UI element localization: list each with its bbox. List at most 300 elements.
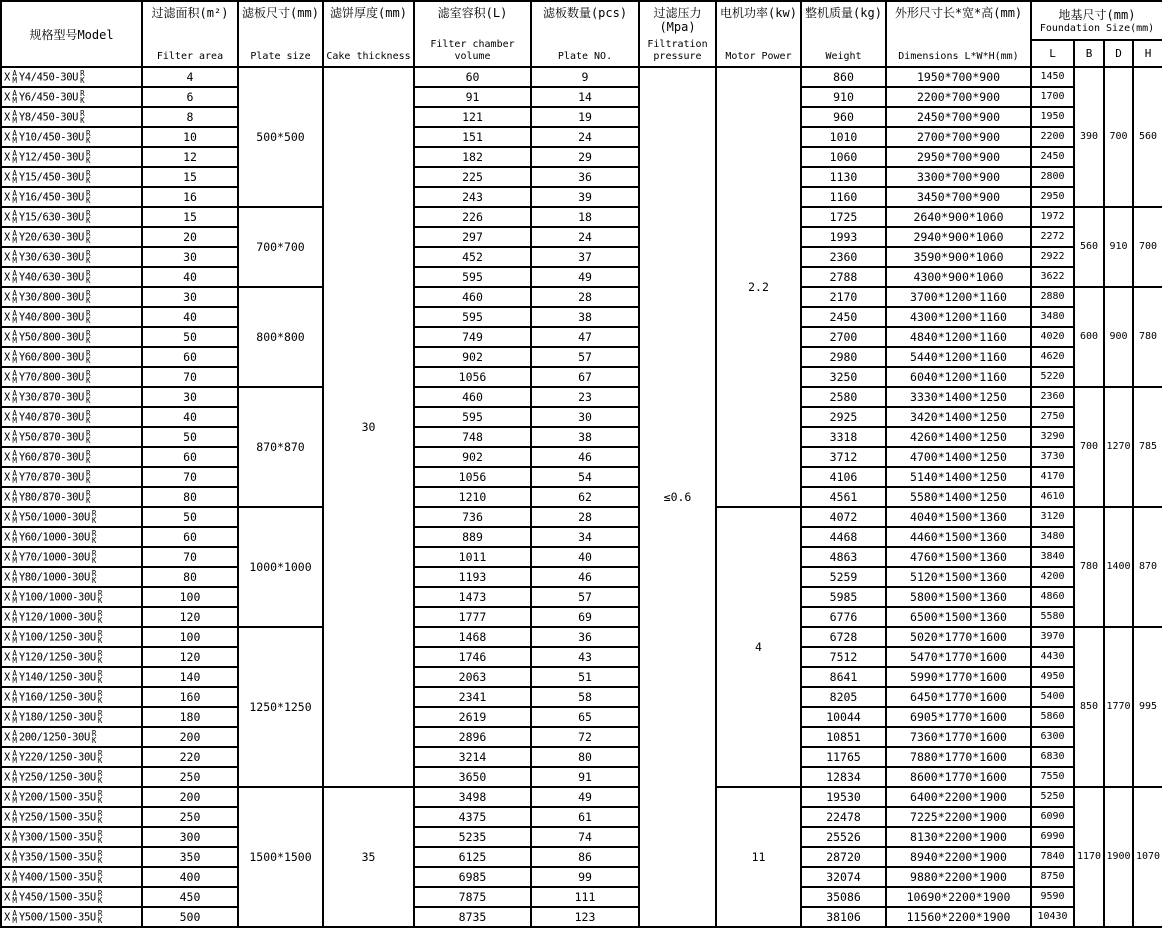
cell-foundation-h: 560 [1133, 67, 1162, 207]
cell-foundation-b: 700 [1074, 387, 1104, 507]
cell-filter-area: 300 [142, 827, 238, 847]
cell-chamber-volume: 8735 [414, 907, 531, 927]
cell-chamber-volume: 1210 [414, 487, 531, 507]
header-en-pressure: Filtration pressure [647, 39, 708, 62]
cell-foundation-b: 390 [1074, 67, 1104, 207]
cell-foundation-l: 7840 [1031, 847, 1074, 867]
cell-foundation-l: 6090 [1031, 807, 1074, 827]
model-prefix-letter: X [4, 731, 11, 744]
cell-chamber-volume: 1473 [414, 587, 531, 607]
table-row [1, 747, 1162, 767]
table-row [1, 287, 1162, 307]
model-suffix-stack: R K [97, 649, 103, 665]
model-prefix-stack: A M [12, 809, 17, 825]
cell-filter-area: 15 [142, 207, 238, 227]
cell-filter-area: 120 [142, 607, 238, 627]
model-prefix-stack: A M [12, 609, 17, 625]
cell-chamber-volume: 748 [414, 427, 531, 447]
cell-weight: 8641 [801, 667, 886, 687]
model-prefix-letter: X [4, 71, 11, 84]
model-prefix-letter: X [4, 191, 11, 204]
model-prefix-stack: A M [12, 229, 17, 245]
cell-weight: 7512 [801, 647, 886, 667]
cell-plate-count: 43 [531, 647, 639, 667]
cell-filter-area: 80 [142, 487, 238, 507]
col-header-cake-thickness [323, 1, 414, 67]
cell-filter-area: 50 [142, 427, 238, 447]
table-row [1, 167, 1162, 187]
model-prefix-stack: A M [12, 129, 17, 145]
col-header-foundation [1031, 1, 1162, 40]
cell-model [1, 527, 142, 547]
model-code: Y250/1500-35U [18, 811, 96, 824]
cell-chamber-volume: 1056 [414, 467, 531, 487]
model-prefix-stack: A M [12, 249, 17, 265]
cell-dimensions: 10690*2200*1900 [886, 887, 1031, 907]
model-prefix-stack: A M [12, 309, 17, 325]
cell-dimensions: 3700*1200*1160 [886, 287, 1031, 307]
cell-filter-area: 20 [142, 227, 238, 247]
model-prefix-letter: X [4, 111, 11, 124]
col-header-plate-size [238, 1, 323, 67]
model-prefix-letter: X [4, 591, 11, 604]
table-row [1, 867, 1162, 887]
model-prefix-stack: A M [12, 389, 17, 405]
model-code: Y250/1250-30U [18, 771, 96, 784]
cell-foundation-l: 2200 [1031, 127, 1074, 147]
cell-foundation-l: 4860 [1031, 587, 1074, 607]
cell-filter-area: 12 [142, 147, 238, 167]
cell-foundation-l: 8750 [1031, 867, 1074, 887]
model-suffix-stack: R K [97, 809, 103, 825]
cell-plate-count: 28 [531, 287, 639, 307]
table-row [1, 87, 1162, 107]
header-zh-plate-count: 滤板数量(pcs) [542, 6, 628, 20]
model-prefix-stack: A M [12, 769, 17, 785]
cell-chamber-volume: 91 [414, 87, 531, 107]
cell-foundation-l: 3480 [1031, 527, 1074, 547]
model-suffix-stack: R K [91, 529, 97, 545]
cell-foundation-l: 4430 [1031, 647, 1074, 667]
cell-foundation-l: 4610 [1031, 487, 1074, 507]
model-prefix-letter: X [4, 391, 11, 404]
cell-foundation-l: 3120 [1031, 507, 1074, 527]
header-zh-cake-thickness: 滤饼厚度(mm) [330, 6, 407, 20]
cell-dimensions: 2640*900*1060 [886, 207, 1031, 227]
model-suffix-stack: R K [97, 609, 103, 625]
model-prefix-letter: X [4, 711, 11, 724]
model-prefix-letter: X [4, 771, 11, 784]
cell-dimensions: 8940*2200*1900 [886, 847, 1031, 867]
model-code: Y180/1250-30U [18, 711, 96, 724]
cell-dimensions: 8600*1770*1600 [886, 767, 1031, 787]
model-code: Y70/1000-30U [18, 551, 90, 564]
cell-plate-size: 870*870 [238, 387, 323, 507]
model-prefix-stack: A M [12, 849, 17, 865]
cell-foundation-d: 1900 [1104, 787, 1133, 927]
cell-chamber-volume: 902 [414, 447, 531, 467]
cell-filter-area: 80 [142, 567, 238, 587]
cell-plate-size: 1250*1250 [238, 627, 323, 787]
cell-dimensions: 8130*2200*1900 [886, 827, 1031, 847]
model-prefix-stack: A M [12, 149, 17, 165]
cell-plate-count: 36 [531, 167, 639, 187]
table-row [1, 327, 1162, 347]
cell-plate-count: 39 [531, 187, 639, 207]
model-code: Y50/870-30U [18, 431, 84, 444]
header-zh-dimensions: 外形尺寸长*宽*高(mm) [894, 6, 1023, 20]
model-suffix-stack: R K [85, 309, 91, 325]
cell-plate-count: 24 [531, 127, 639, 147]
cell-chamber-volume: 1193 [414, 567, 531, 587]
model-suffix-stack: R K [97, 829, 103, 845]
cell-plate-count: 37 [531, 247, 639, 267]
cell-foundation-l: 5400 [1031, 687, 1074, 707]
cell-dimensions: 2200*700*900 [886, 87, 1031, 107]
cell-model [1, 67, 142, 87]
cell-foundation-l: 5250 [1031, 787, 1074, 807]
header-en-weight: Weight [825, 51, 862, 62]
header-zh-area: 过滤面积(m²) [151, 6, 229, 20]
model-prefix-stack: A M [12, 669, 17, 685]
header-en-motor-power: Motor Power [725, 51, 792, 62]
cell-chamber-volume: 151 [414, 127, 531, 147]
model-suffix-stack: R K [97, 709, 103, 725]
cell-filter-area: 250 [142, 807, 238, 827]
cell-plate-count: 51 [531, 667, 639, 687]
cell-weight: 5985 [801, 587, 886, 607]
cell-model [1, 127, 142, 147]
cell-filter-area: 120 [142, 647, 238, 667]
model-suffix-stack: R K [91, 569, 97, 585]
cell-filter-area: 140 [142, 667, 238, 687]
model-code: Y350/1500-35U [18, 851, 96, 864]
header-zh-motor-power: 电机功率(kw) [720, 6, 797, 20]
model-code: Y15/630-30U [18, 211, 84, 224]
cell-weight: 4863 [801, 547, 886, 567]
cell-chamber-volume: 1468 [414, 627, 531, 647]
model-suffix-stack: R K [85, 449, 91, 465]
model-code: Y16/450-30U [18, 191, 84, 204]
model-prefix-stack: A M [12, 909, 17, 925]
model-code: Y200/1500-35U [18, 791, 96, 804]
cell-weight: 8205 [801, 687, 886, 707]
cell-weight: 3712 [801, 447, 886, 467]
model-prefix-stack: A M [12, 89, 17, 105]
cell-filter-area: 100 [142, 627, 238, 647]
col-header-chamber-volume [414, 1, 531, 67]
cell-filter-area: 70 [142, 467, 238, 487]
table-row [1, 607, 1162, 627]
cell-plate-count: 65 [531, 707, 639, 727]
cell-dimensions: 5020*1770*1600 [886, 627, 1031, 647]
cell-plate-count: 14 [531, 87, 639, 107]
cell-plate-count: 38 [531, 307, 639, 327]
cell-foundation-d: 1770 [1104, 627, 1133, 787]
cell-plate-count: 54 [531, 467, 639, 487]
model-prefix-stack: A M [12, 549, 17, 565]
cell-chamber-volume: 902 [414, 347, 531, 367]
cell-chamber-volume: 5235 [414, 827, 531, 847]
header-zh-plate-size: 滤板尺寸(mm) [242, 6, 319, 20]
model-code: Y220/1250-30U [18, 751, 96, 764]
cell-plate-count: 58 [531, 687, 639, 707]
table-row [1, 887, 1162, 907]
model-prefix-letter: X [4, 131, 11, 144]
model-prefix-letter: X [4, 511, 11, 524]
cell-foundation-h: 995 [1133, 627, 1162, 787]
header-en-chamber-volume: Filter chamber volume [430, 39, 515, 62]
cell-weight: 35086 [801, 887, 886, 907]
cell-dimensions: 3590*900*1060 [886, 247, 1031, 267]
cell-plate-count: 23 [531, 387, 639, 407]
model-code: Y500/1500-35U [18, 911, 96, 924]
table-row [1, 647, 1162, 667]
cell-chamber-volume: 749 [414, 327, 531, 347]
cell-model [1, 847, 142, 867]
cell-model [1, 807, 142, 827]
cell-chamber-volume: 460 [414, 387, 531, 407]
cell-chamber-volume: 297 [414, 227, 531, 247]
model-code: Y140/1250-30U [18, 671, 96, 684]
cell-foundation-b: 560 [1074, 207, 1104, 287]
table-row [1, 207, 1162, 227]
model-prefix-letter: X [4, 171, 11, 184]
cell-foundation-l: 1450 [1031, 67, 1074, 87]
model-prefix-letter: X [4, 551, 11, 564]
cell-dimensions: 4840*1200*1160 [886, 327, 1031, 347]
model-prefix-letter: X [4, 651, 11, 664]
cell-model [1, 367, 142, 387]
model-prefix-stack: A M [12, 69, 17, 85]
model-prefix-letter: X [4, 311, 11, 324]
cell-foundation-l: 4950 [1031, 667, 1074, 687]
cell-dimensions: 5990*1770*1600 [886, 667, 1031, 687]
cell-foundation-l: 5220 [1031, 367, 1074, 387]
cell-dimensions: 5470*1770*1600 [886, 647, 1031, 667]
table-row [1, 827, 1162, 847]
model-prefix-letter: X [4, 271, 11, 284]
cell-foundation-l: 4170 [1031, 467, 1074, 487]
cell-weight: 2580 [801, 387, 886, 407]
cell-dimensions: 2450*700*900 [886, 107, 1031, 127]
table-row [1, 347, 1162, 367]
cell-filter-area: 40 [142, 267, 238, 287]
table-row [1, 527, 1162, 547]
cell-filter-area: 500 [142, 907, 238, 927]
cell-weight: 4468 [801, 527, 886, 547]
model-code: Y40/870-30U [18, 411, 84, 424]
model-prefix-stack: A M [12, 589, 17, 605]
cell-dimensions: 4460*1500*1360 [886, 527, 1031, 547]
cell-filter-area: 400 [142, 867, 238, 887]
cell-weight: 1725 [801, 207, 886, 227]
table-row [1, 767, 1162, 787]
cell-dimensions: 7225*2200*1900 [886, 807, 1031, 827]
cell-filter-area: 6 [142, 87, 238, 107]
table-row [1, 147, 1162, 167]
header-en-dimensions: Dimensions L*W*H(mm) [898, 51, 1019, 62]
cell-dimensions: 4300*900*1060 [886, 267, 1031, 287]
cell-dimensions: 6040*1200*1160 [886, 367, 1031, 387]
cell-weight: 3318 [801, 427, 886, 447]
cell-dimensions: 5140*1400*1250 [886, 467, 1031, 487]
model-suffix-stack: R K [97, 669, 103, 685]
cell-weight: 4561 [801, 487, 886, 507]
cell-model [1, 707, 142, 727]
model-prefix-letter: X [4, 371, 11, 384]
cell-filter-area: 450 [142, 887, 238, 907]
cell-cake-thickness: 30 [323, 67, 414, 787]
cell-plate-size: 1000*1000 [238, 507, 323, 627]
cell-foundation-l: 4200 [1031, 567, 1074, 587]
model-prefix-letter: X [4, 911, 11, 924]
cell-model [1, 107, 142, 127]
cell-chamber-volume: 2063 [414, 667, 531, 687]
model-suffix-stack: R K [97, 889, 103, 905]
cell-chamber-volume: 3650 [414, 767, 531, 787]
cell-foundation-l: 2880 [1031, 287, 1074, 307]
model-prefix-letter: X [4, 831, 11, 844]
model-prefix-letter: X [4, 751, 11, 764]
cell-plate-count: 123 [531, 907, 639, 927]
model-prefix-stack: A M [12, 649, 17, 665]
table-row [1, 247, 1162, 267]
cell-chamber-volume: 4375 [414, 807, 531, 827]
model-code: Y4/450-30U [18, 71, 79, 84]
cell-filter-area: 180 [142, 707, 238, 727]
model-code: Y100/1000-30U [18, 591, 96, 604]
model-code: Y100/1250-30U [18, 631, 96, 644]
cell-filter-area: 200 [142, 787, 238, 807]
cell-plate-count: 61 [531, 807, 639, 827]
cell-dimensions: 6450*1770*1600 [886, 687, 1031, 707]
cell-weight: 4106 [801, 467, 886, 487]
col-header-motor-power [716, 1, 801, 67]
model-suffix-stack: R K [85, 229, 91, 245]
model-code: Y40/630-30U [18, 271, 84, 284]
cell-chamber-volume: 460 [414, 287, 531, 307]
model-suffix-stack: R K [85, 429, 91, 445]
cell-weight: 38106 [801, 907, 886, 927]
cell-foundation-l: 2450 [1031, 147, 1074, 167]
model-prefix-letter: X [4, 571, 11, 584]
cell-filter-area: 40 [142, 407, 238, 427]
cell-weight: 910 [801, 87, 886, 107]
model-prefix-letter: X [4, 471, 11, 484]
cell-filter-area: 30 [142, 287, 238, 307]
table-row [1, 387, 1162, 407]
cell-model [1, 627, 142, 647]
cell-dimensions: 7360*1770*1600 [886, 727, 1031, 747]
cell-plate-size: 800*800 [238, 287, 323, 387]
table-row [1, 307, 1162, 327]
model-prefix-letter: X [4, 531, 11, 544]
header-en-cake-thickness: Cake thickness [326, 51, 411, 62]
cell-model [1, 687, 142, 707]
model-prefix-stack: A M [12, 869, 17, 885]
cell-model [1, 87, 142, 107]
cell-weight: 960 [801, 107, 886, 127]
cell-filter-area: 50 [142, 507, 238, 527]
header-en-foundation: Foundation Size(mm) [1039, 22, 1155, 34]
cell-model [1, 247, 142, 267]
cell-weight: 11765 [801, 747, 886, 767]
model-code: Y6/450-30U [18, 91, 79, 104]
table-row [1, 427, 1162, 447]
col-header-foundation-h: H [1133, 40, 1162, 67]
model-prefix-letter: X [4, 151, 11, 164]
cell-foundation-l: 9590 [1031, 887, 1074, 907]
cell-dimensions: 4700*1400*1250 [886, 447, 1031, 467]
cell-foundation-l: 5580 [1031, 607, 1074, 627]
model-prefix-letter: X [4, 691, 11, 704]
cell-plate-count: 29 [531, 147, 639, 167]
cell-foundation-l: 6990 [1031, 827, 1074, 847]
model-suffix-stack: R K [97, 789, 103, 805]
table-row [1, 127, 1162, 147]
cell-model [1, 347, 142, 367]
cell-foundation-h: 700 [1133, 207, 1162, 287]
col-header-foundation-d: D [1104, 40, 1133, 67]
model-prefix-letter: X [4, 231, 11, 244]
model-suffix-stack: R K [85, 409, 91, 425]
cell-filter-area: 60 [142, 527, 238, 547]
model-prefix-stack: A M [12, 369, 17, 385]
model-prefix-stack: A M [12, 269, 17, 285]
cell-filter-area: 350 [142, 847, 238, 867]
cell-foundation-b: 600 [1074, 287, 1104, 387]
table-row [1, 587, 1162, 607]
cell-plate-count: 80 [531, 747, 639, 767]
cell-dimensions: 4040*1500*1360 [886, 507, 1031, 527]
model-prefix-letter: X [4, 871, 11, 884]
model-code: Y30/870-30U [18, 391, 84, 404]
cell-dimensions: 5120*1500*1360 [886, 567, 1031, 587]
cell-model [1, 567, 142, 587]
cell-filter-area: 8 [142, 107, 238, 127]
model-prefix-letter: X [4, 211, 11, 224]
cell-foundation-h: 1070 [1133, 787, 1162, 927]
cell-weight: 12834 [801, 767, 886, 787]
cell-filter-area: 70 [142, 367, 238, 387]
cell-model [1, 387, 142, 407]
cell-dimensions: 11560*2200*1900 [886, 907, 1031, 927]
model-code: Y10/450-30U [18, 131, 84, 144]
cell-foundation-l: 3480 [1031, 307, 1074, 327]
model-prefix-stack: A M [12, 209, 17, 225]
cell-dimensions: 4760*1500*1360 [886, 547, 1031, 567]
cell-weight: 1993 [801, 227, 886, 247]
model-suffix-stack: R K [85, 189, 91, 205]
cell-model [1, 887, 142, 907]
model-code: Y15/450-30U [18, 171, 84, 184]
header-en-plate-count: Plate NO. [557, 51, 613, 62]
cell-filter-area: 30 [142, 247, 238, 267]
cell-weight: 5259 [801, 567, 886, 587]
model-suffix-stack: R K [85, 149, 91, 165]
cell-chamber-volume: 2341 [414, 687, 531, 707]
cell-chamber-volume: 452 [414, 247, 531, 267]
cell-filter-area: 60 [142, 347, 238, 367]
cell-foundation-l: 3730 [1031, 447, 1074, 467]
cell-dimensions: 2940*900*1060 [886, 227, 1031, 247]
cell-filter-area: 100 [142, 587, 238, 607]
cell-weight: 6776 [801, 607, 886, 627]
cell-plate-count: 18 [531, 207, 639, 227]
model-prefix-stack: A M [12, 169, 17, 185]
cell-weight: 2170 [801, 287, 886, 307]
